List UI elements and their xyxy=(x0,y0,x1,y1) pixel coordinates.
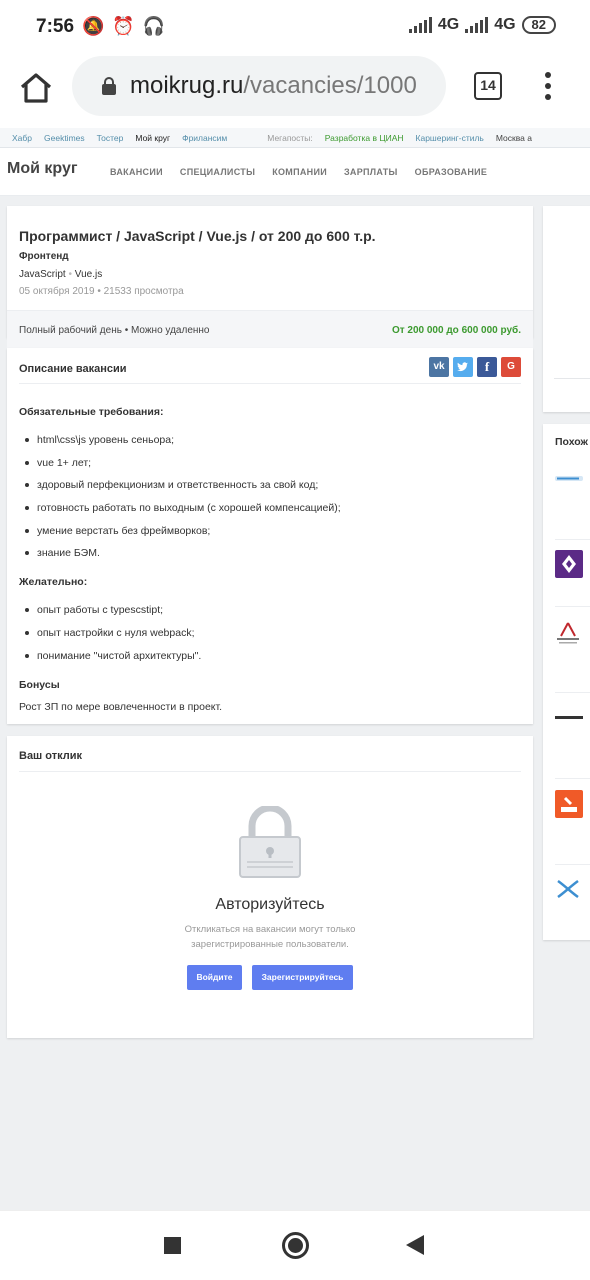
alarm-icon: ⏰ xyxy=(112,16,135,36)
mega-link-freelansim[interactable]: Фрилансим xyxy=(182,132,228,143)
divider xyxy=(554,378,590,379)
megaposts-label: Мегапосты: xyxy=(267,132,313,143)
company-logo[interactable] xyxy=(555,474,585,484)
auth-subtitle: Откликаться на вакансии могут только зарегистрированные пользователи. xyxy=(184,924,356,950)
company-logo[interactable] xyxy=(555,620,581,646)
signal-icon-2 xyxy=(465,17,488,33)
divider xyxy=(555,692,590,693)
desired-item: понимание "чистой архитектуры". xyxy=(25,650,201,662)
megaproject-bar xyxy=(0,128,590,148)
desired-item: опыт работы с typescstipt; xyxy=(25,604,163,616)
bonus-heading: Бонусы xyxy=(19,679,60,691)
mega-link-toster[interactable]: Тостер xyxy=(96,132,124,143)
skill-tag[interactable]: JavaScript xyxy=(19,269,66,280)
status-time: 7:56 xyxy=(36,16,75,37)
battery-icon: 82 xyxy=(522,16,556,34)
sidebar-card xyxy=(543,206,590,412)
mega-promo-link[interactable]: Каршеринг-стиль xyxy=(415,132,484,143)
nav-education[interactable]: ОБРАЗОВАНИЕ xyxy=(414,167,488,177)
vacancy-salary: От 200 000 до 600 000 руб. xyxy=(391,325,521,336)
nav-vacancies[interactable]: ВАКАНСИИ xyxy=(110,167,163,177)
desired-heading: Желательно: xyxy=(19,576,88,588)
back-button[interactable] xyxy=(406,1235,424,1255)
divider xyxy=(555,778,590,779)
company-logo[interactable] xyxy=(555,714,585,722)
network-type-1: 4G xyxy=(437,16,460,33)
url-text[interactable]: moikrug.ru/vacancies/1000 xyxy=(130,72,417,99)
vacancy-meta: 05 октября 2019 • 21533 просмотра xyxy=(19,286,184,297)
system-nav-bar xyxy=(0,1210,590,1280)
overflow-menu-icon[interactable] xyxy=(542,72,554,102)
tab-switcher-button[interactable]: 14 xyxy=(474,72,502,100)
share-buttons xyxy=(429,357,521,377)
requirement-item: готовность работать по выходным (с хорошей компенсацией); xyxy=(25,502,341,514)
requirement-item: умение верстать без фреймворков; xyxy=(25,525,210,537)
company-logo[interactable] xyxy=(555,550,583,578)
description-card xyxy=(7,348,533,724)
reply-card xyxy=(7,736,533,1038)
login-button[interactable]: Войдите xyxy=(187,965,242,990)
site-logo[interactable]: Мой круг xyxy=(7,160,78,177)
main-nav xyxy=(110,167,487,177)
browser-toolbar xyxy=(0,56,590,126)
similar-vacancies-card xyxy=(543,424,590,940)
network-type-2: 4G xyxy=(494,16,516,33)
requirement-item: html\css\js уровень сеньора; xyxy=(25,434,174,446)
status-right xyxy=(409,16,556,34)
divider xyxy=(555,606,590,607)
address-bar[interactable] xyxy=(72,56,446,116)
requirement-item: здоровый перфекционизм и ответственность за свой код; xyxy=(25,479,318,491)
twitter-share-icon[interactable] xyxy=(453,357,473,377)
vacancy-footer xyxy=(7,310,533,348)
vacancy-title: Программист / JavaScript / Vue.js / от 200 до 600 т.р. xyxy=(19,228,376,244)
mega-link-habr[interactable]: Хабр xyxy=(12,132,32,143)
requirement-item: vue 1+ лет; xyxy=(25,457,91,469)
vacancy-conditions: Полный рабочий день • Можно удаленно xyxy=(19,325,210,336)
padlock-icon xyxy=(239,806,301,878)
auth-title: Авторизуйтесь xyxy=(215,896,325,913)
status-bar xyxy=(0,0,590,56)
nav-salaries[interactable]: ЗАРПЛАТЫ xyxy=(343,167,398,177)
company-logo[interactable] xyxy=(555,790,583,818)
mega-promo-link[interactable]: Москва а xyxy=(495,132,532,143)
headphones-icon: 🎧 xyxy=(142,16,166,36)
divider xyxy=(19,771,521,772)
mega-link-moikrug[interactable]: Мой круг xyxy=(135,132,171,143)
facebook-share-icon[interactable]: f xyxy=(477,357,497,377)
description-title: Описание вакансии xyxy=(19,363,127,375)
bonus-text: Рост ЗП по мере вовлеченности в проект. xyxy=(19,701,223,713)
desired-item: опыт настройки с нуля webpack; xyxy=(25,627,195,639)
company-logo[interactable] xyxy=(555,878,581,900)
site-header xyxy=(0,148,590,196)
lock-icon xyxy=(102,77,116,95)
divider xyxy=(555,864,590,865)
requirement-item: знание БЭМ. xyxy=(25,547,100,559)
divider xyxy=(19,383,521,384)
vk-share-icon[interactable]: vk xyxy=(429,357,449,377)
required-heading: Обязательные требования: xyxy=(19,406,164,418)
mega-promo-link[interactable]: Разработка в ЦИАН xyxy=(324,132,404,143)
skill-separator: • xyxy=(68,269,72,280)
mega-link-geektimes[interactable]: Geektimes xyxy=(44,132,85,143)
status-icons xyxy=(82,16,165,37)
page-content xyxy=(0,196,590,1210)
nav-companies[interactable]: КОМПАНИИ xyxy=(272,167,327,177)
vacancy-specialization[interactable]: Фронтенд xyxy=(19,251,69,262)
nav-specialists[interactable]: СПЕЦИАЛИСТЫ xyxy=(179,167,256,177)
register-button[interactable]: Зарегистрируйтесь xyxy=(252,965,353,990)
skill-tag[interactable]: Vue.js xyxy=(74,269,103,280)
recents-button[interactable] xyxy=(164,1237,181,1254)
home-button[interactable] xyxy=(282,1232,309,1259)
similar-title: Похож xyxy=(555,436,588,448)
signal-icon xyxy=(409,17,432,33)
reply-title: Ваш отклик xyxy=(19,750,83,762)
home-icon[interactable] xyxy=(18,70,54,106)
vacancy-skills xyxy=(19,269,102,280)
google-share-icon[interactable]: G xyxy=(501,357,521,377)
divider xyxy=(555,539,590,540)
vacancy-card xyxy=(7,206,533,338)
notifications-off-icon: 🔕 xyxy=(82,16,105,36)
